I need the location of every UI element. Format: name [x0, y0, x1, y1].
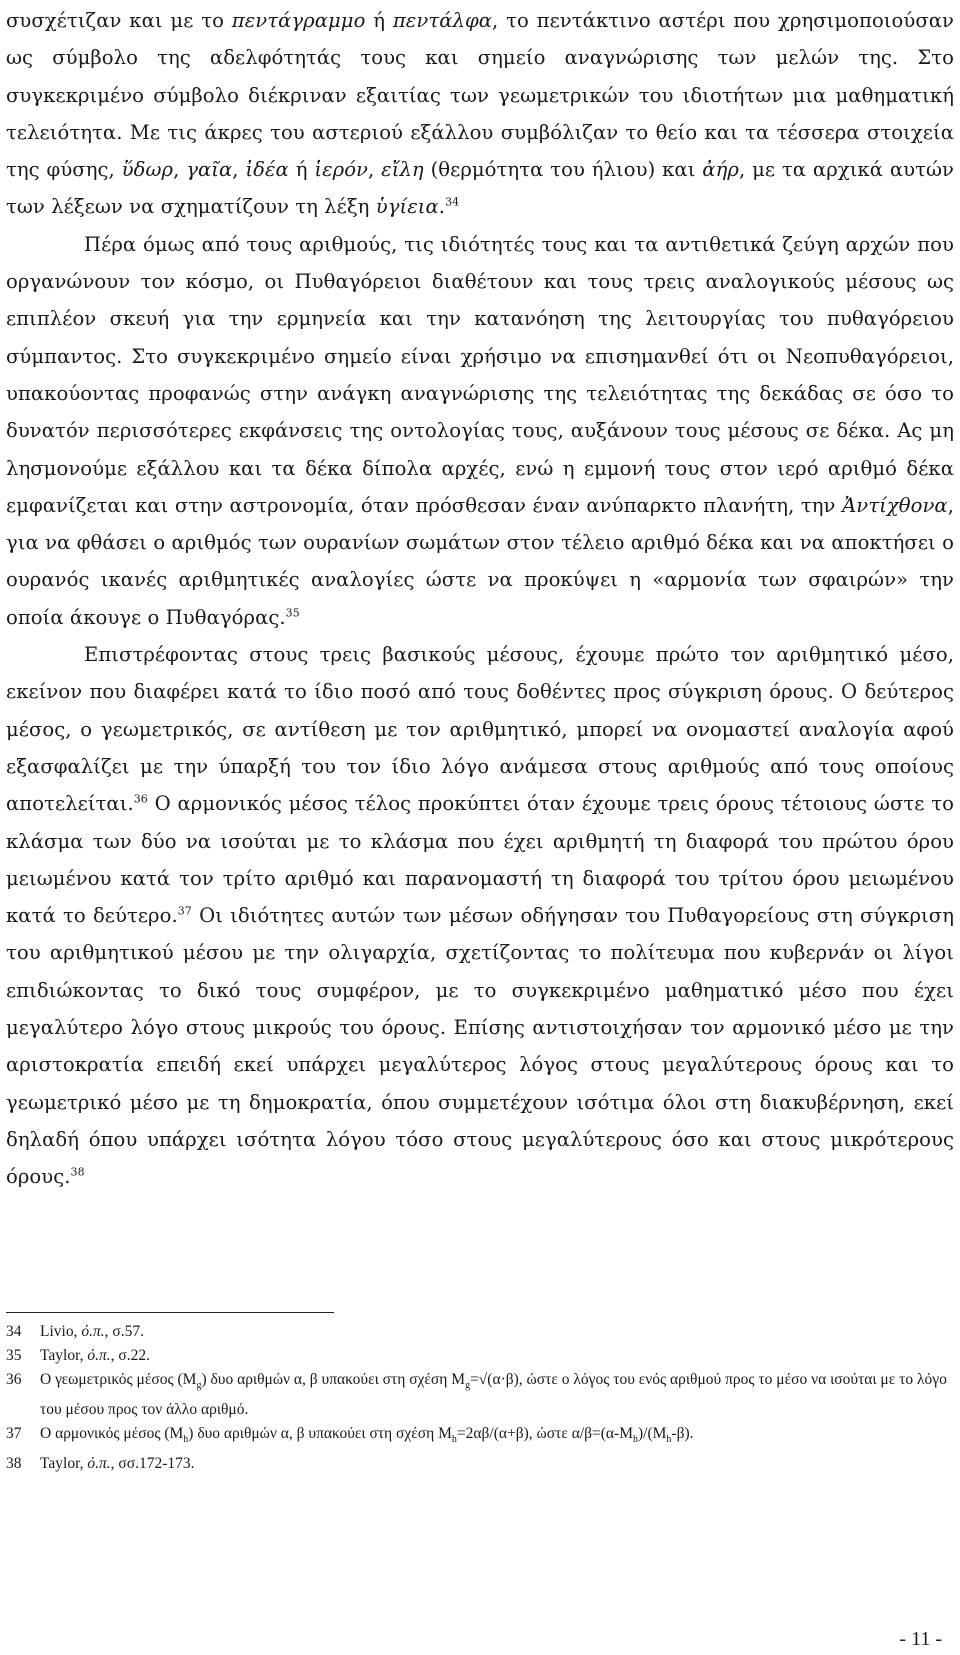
footnote-text: [40, 1368, 954, 1422]
italic-term: ἱερόν: [314, 158, 369, 182]
text-run: Οι ιδιότητες αυτών των μέσων οδήγησαν του Πυθαγορείους στη σύγκριση του αριθμητικού μέσου με την ολιγαρχία, σχετίζοντας το πολίτευμα που κυβερνάν οι λίγοι επιδιώκοντας το δικό τους συμφέρον, με το συγκεκριμένο μαθηματικό μέσο που έχει μεγαλύτερο λόγο στους μικρούς του όρους. Επίσης αντιστοιχήσαν τον αρμονικό μέσο με την αριστοκρατία επειδή εκεί υπάρχει μεγαλύτερος λόγος στους μεγαλύτερους όρους και το γεωμετρικό μέσο με τη δημοκρατία, όπου συμμετέχουν ισότιμα όλοι στη διακυβέρνηση, εκεί δηλαδή όπου υπάρχει ισότητα λόγου τόσο στους μεγαλύτερους όσο και στους μικρότερους όρους.: [6, 904, 954, 1189]
footnote-number: 38: [6, 1455, 22, 1473]
footnote-reference[interactable]: 34: [445, 195, 460, 209]
text-run: Επιστρέφοντας στους τρεις βασικούς μέσους, έχουμε πρώτο τον αριθμητικό μέσο, εκείνον που διαφέρει κατά το ίδιο ποσό από τους δοθέντες προς σύγκριση όρους. Ο δεύτερος μέσος, ο γεωμετρικός, σε αντίθεση με τον αριθμητικό, μπορεί να ονομαστεί αναλογία αφού εξασφαλίζει με την ύπαρξή του τον ίδιο λόγο ανάμεσα στους αριθμούς από τους οποίους αποτελείται.: [6, 643, 954, 816]
italic-term: Ἀντίχθονα: [842, 493, 948, 517]
subscript: h: [451, 1434, 457, 1446]
text-run: Livio,: [40, 1323, 82, 1340]
text-run: .: [438, 195, 446, 219]
italic-term: πεντάγραμμο: [231, 9, 366, 32]
footnote-item: [6, 1320, 954, 1344]
footnote-reference[interactable]: 37: [177, 904, 192, 918]
text-run: Ο γεωμετρικός μέσος (M: [40, 1371, 197, 1388]
footnote-number: 37: [6, 1425, 22, 1443]
text-run: , με τα αρχικά αυτών των λέξεων να σχηματίζουν τη λέξη: [6, 158, 954, 219]
footnote-reference[interactable]: 35: [285, 606, 300, 620]
subscript: g: [196, 1380, 202, 1392]
subscript: h: [183, 1434, 189, 1446]
text-run: Πέρα όμως από τους αριθμούς, τις ιδιότητές τους και τα αντιθετικά ζεύγη αρχών που οργανώνουν τον κόσμο, οι Πυθαγόρειοι διαθέτουν και τους τρεις αναλογικούς μέσους ως επιπλέον σκευή για την ερμηνεία και την κατανόηση της λειτουργίας του πυθαγόρειου σύμπαντος. Στο συγκεκριμένο σημείο είναι χρήσιμο να επισημανθεί ότι οι Νεοπυθαγόρειοι, υπακούοντας προφανώς στην ανάγκη αναγνώρισης της τελειότητας της δεκάδας σε όσο το δυνατόν περισσότερες εκφάνσεις της οντολογίας τους, αυξάνουν τους μέσους σε δέκα. Ας μη λησμονούμε εξάλλου και τα δέκα δίπολα αρχές, ενώ η εμμονή τους στον ιερό αριθμό δέκα εμφανίζεται και στην αστρονομία, όταν πρόσθεσαν έναν ανύπαρκτο πλανήτη, την: [6, 232, 954, 517]
italic-term: εἴλη: [381, 158, 424, 182]
italic-term: ό.π.: [87, 1347, 111, 1364]
italic-term: ό.π.: [87, 1455, 111, 1473]
italic-term: ὕδωρ: [121, 158, 174, 182]
footnote-number: 36: [6, 1371, 22, 1388]
footnote-reference[interactable]: 36: [133, 792, 148, 806]
text-run: Taylor,: [40, 1347, 88, 1364]
italic-term: ἀήρ: [702, 158, 739, 182]
text-run: , για να φθάσει ο αριθμός των ουρανίων σωμάτων στον τέλειο αριθμό δέκα και να αποκτήσει ο ουρανός ικανές αριθμητικές αναλογίες ώστε να προκύψει η «αρμονία των σφαιρών» την οποία άκουγε ο Πυθαγόρας.: [6, 493, 954, 629]
text-run: ) δυο αριθμών α, β υπακούει στη σχέση M: [201, 1371, 466, 1388]
italic-term: ἰδέα: [245, 158, 289, 182]
text-run: Ο αρμονικός μέσος τέλος προκύπτει όταν έχουμε τρεις όρους τέτοιους ώστε το κλάσμα των δύο να ισούται με το κλάσμα που έχει αριθμητή τη διαφορά του πρώτου όρου μειωμένου κατά τον τρίτο αριθμό και παρανομαστή τη διαφορά του τρίτου όρου μειωμένου κατά το δεύτερο.: [6, 792, 954, 928]
footnote-number: 34: [6, 1323, 22, 1340]
text-run: -β).: [671, 1425, 694, 1443]
text-run: ,: [173, 158, 187, 182]
footnote-text: [40, 1422, 954, 1452]
paragraph: [6, 2, 954, 226]
footnote-text: [40, 1452, 954, 1476]
subscript: h: [666, 1434, 672, 1446]
text-run: , σ.57.: [104, 1323, 144, 1340]
text-run: Ο αρμονικός μέσος (M: [40, 1425, 184, 1443]
text-run: =√(α·β), ώστε ο λόγος του ενός αριθμού προς το μέσο να ισούται με το λόγο του μέσου προς τον άλλο αριθμό.: [40, 1371, 947, 1419]
footnotes: [6, 1320, 954, 1476]
text-run: ή: [365, 9, 393, 32]
paragraph: [6, 636, 954, 1195]
footnote-text: [40, 1320, 954, 1344]
text-run: ,: [232, 158, 246, 182]
main-body-text: [6, 2, 954, 1196]
footnote-separator: [6, 1312, 334, 1313]
footnote-number: 35: [6, 1347, 22, 1364]
text-run: , σ.22.: [110, 1347, 150, 1364]
footnote-item: [6, 1344, 954, 1368]
text-run: συσχέτιζαν και με το: [6, 9, 232, 32]
subscript: h: [632, 1434, 638, 1446]
text-run: (θερμότητα του ήλιου) και: [423, 158, 703, 182]
text-run: ) δυο αριθμών α, β υπακούει στη σχέση M: [188, 1425, 452, 1443]
text-run: , σσ.172-173.: [110, 1455, 195, 1473]
italic-term: ό.π.: [81, 1323, 105, 1340]
footnote-item: [6, 1368, 954, 1422]
italic-term: γαῖα: [186, 158, 233, 182]
page-number: - 11 -: [899, 1628, 942, 1650]
footnote-item: [6, 1422, 954, 1452]
paragraph: [6, 226, 954, 636]
subscript: g: [465, 1380, 471, 1392]
italic-term: πεντάλφα: [392, 9, 493, 32]
footnote-item: [6, 1452, 954, 1476]
text-run: , το πεντάκτινο αστέρι που χρησιμοποιούσαν ως σύμβολο της αδελφότητάς τους και σημείο αναγνώρισης των μελών της. Στο συγκεκριμένο σύμβολο διέκριναν εξαιτίας των γεωμετρικών του ιδιοτήτων μια μαθηματική τελειότητα. Με τις άκρες του αστεριού εξάλλου συμβόλιζαν το θείο και τα τέσσερα στοιχεία της φύσης,: [6, 9, 954, 182]
text-run: ,: [368, 158, 382, 182]
text-run: ή: [288, 158, 315, 182]
text-run: )/(M: [637, 1425, 667, 1443]
text-run: Taylor,: [40, 1455, 88, 1473]
italic-term: ὑγίεια: [375, 195, 439, 219]
footnote-reference[interactable]: 38: [70, 1165, 85, 1179]
text-run: =2αβ/(α+β), ώστε α/β=(α-M: [456, 1425, 633, 1443]
footnote-text: [40, 1344, 954, 1368]
